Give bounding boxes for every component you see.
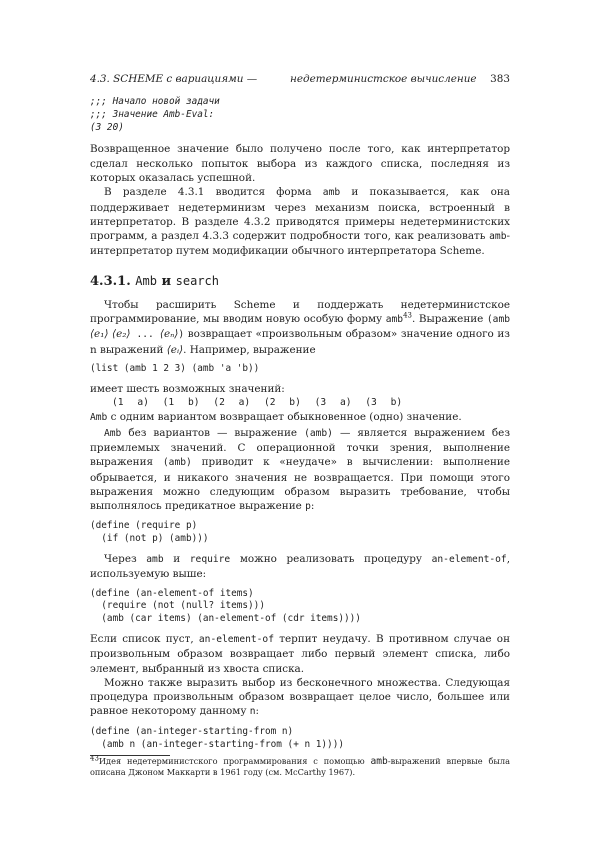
code-line: (require (not (null? items))) (90, 600, 265, 612)
code-line: ;;; Значение Amb-Eval: (90, 108, 215, 120)
paragraph-amb-empty: Amb без вариантов — выражение (amb) — является выражением без приемлемых значений. С операционной точки зрения, выполнение выражения (amb) приводит к «неудаче» в вычислении: выполнение обрывается, и никакого значения не возвращается. При помощи этого выражения можно следующим образом выразить требование, чтобы выполнялось предикатное выражение p: (90, 426, 511, 513)
code-line: (amb (car items) (an-element-of (cdr items)))) (90, 613, 361, 625)
page (90, 72, 510, 778)
paragraph-result: Возвращенное значение было получено после того, как интерпретатор сделал несколько попыток выбора из каждого списка, последняя из которых оказалась успешной. (90, 143, 510, 184)
footnote: $^{43}$Идея недетерминистского программирования с помощью amb-выражений впервые была описана Джоном Маккарти в 1961 году (см. McCarthy 1967). (90, 754, 510, 778)
section-heading: 4.3.1. Amb и search (90, 273, 219, 289)
code-line: (3 20) (90, 121, 124, 133)
paragraph-amb-single: Amb с одним вариантом возвращает обыкновенное (одно) значение. (90, 411, 462, 424)
code-block-require (90, 520, 510, 546)
paragraph-sections: В разделе 4.3.1 вводится форма amb и показывается, как она поддерживает недетерминизм через механизм поиска, встроенный в интерпретатор. В разделе 4.3.2 приводятся примеры недетерминистских программ, а раздел 4.3.3 содержит подробности того, как реализовать amb-интерпретатор путем модификации обычного интерпретатора Scheme. (90, 186, 510, 258)
values-line: (1 a) (1 b) (2 a) (2 b) (3 a) (3 b) (112, 397, 403, 409)
header-title: недетерминистское вычисление (290, 73, 477, 85)
running-header (90, 72, 510, 88)
page-number: 383 (490, 73, 510, 85)
code-line: (define (an-element-of items) (90, 587, 254, 599)
code-line: (define (an-integer-starting-from n) (90, 725, 294, 737)
paragraph-six-values: имеет шесть возможных значений: (90, 382, 285, 395)
header-section: 4.3. SCHEME с вариациями — (90, 73, 258, 85)
code-line: (amb n (an-integer-starting-from (+ n 1)))) (90, 738, 344, 750)
code-block-an-element-of (90, 588, 510, 626)
code-block-integer (90, 726, 510, 752)
code-line: ;;; Начало новой задачи (90, 96, 220, 107)
code-line: (define (require p) (90, 520, 198, 532)
code-list-example: (list (amb 1 2 3) (amb 'a 'b)) (90, 362, 260, 374)
paragraph-amb-intro: Чтобы расширить Scheme и поддержать недетерминистское программирование, мы вводим новую особую форму amb$^{43}$. Выражение (amb ⟨e₁⟩ ⟨e₂⟩ ... ⟨eₙ⟩) возвращает «произвольным образом» значение одного из n выражений ⟨eᵢ⟩. Например, выражение (90, 298, 511, 356)
code-line: (if (not p) (amb))) (90, 533, 209, 545)
paragraph-an-element-of: Через amb и require можно реализовать процедуру an-element-of, используемую выше: (90, 553, 511, 581)
code-block-problem (90, 96, 510, 134)
paragraph-empty-list: Если список пуст, an-element-of терпит неудачу. В противном случае он произвольным образом возвращает либо первый элемент списка, либо элемент, выбранный из хвоста списка. (90, 633, 510, 675)
footnote-ref: 43 (403, 311, 412, 320)
paragraph-infinite-set: Можно также выразить выбор из бесконечного множества. Следующая процедура произвольным образом возвращает целое число, большее или равное некоторому данному n: (90, 676, 510, 718)
